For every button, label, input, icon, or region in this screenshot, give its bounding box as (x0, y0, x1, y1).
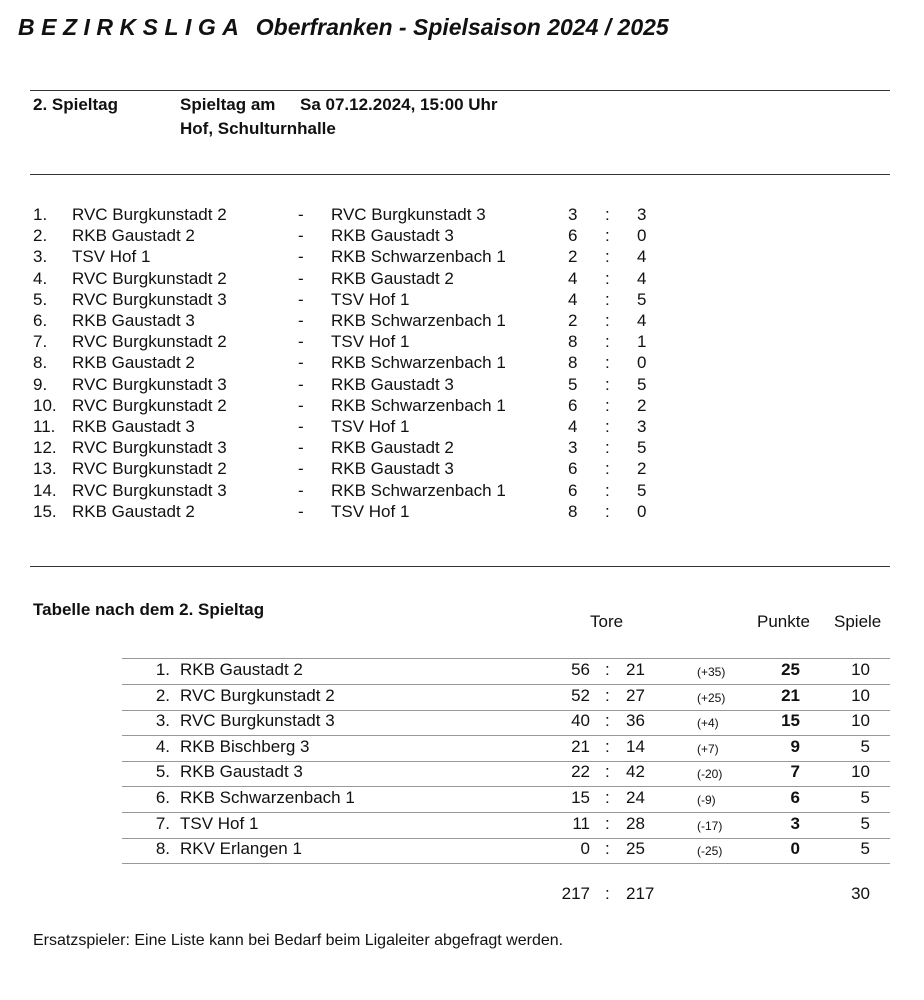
match-row (0, 502, 924, 523)
standings-team: RVC Burgkunstadt 2 (180, 685, 335, 705)
away-team: TSV Hof 1 (331, 289, 410, 309)
score-separator: : (605, 247, 610, 267)
standings-team: RKB Gaustadt 3 (180, 762, 303, 782)
match-row (0, 417, 924, 438)
home-score: 4 (568, 268, 578, 288)
home-score: 6 (568, 459, 578, 479)
points: 6 (790, 788, 800, 807)
score-separator: : (605, 417, 610, 436)
goals-separator: : (605, 762, 610, 782)
match-number: 1. (33, 205, 48, 224)
goals-for: 15 (571, 788, 590, 807)
goals-against: 36 (626, 711, 645, 731)
away-score: 3 (637, 417, 647, 436)
home-score: 6 (568, 395, 578, 415)
season-title: Oberfranken - Spielsaison 2024 / 2025 (255, 14, 669, 40)
away-score: 0 (637, 226, 647, 246)
match-dash: - (298, 395, 304, 415)
match-number: 13. (33, 459, 57, 479)
total-goals-against: 217 (626, 884, 655, 903)
match-number: 14. (33, 480, 57, 500)
total-goals-for: 217 (561, 884, 590, 903)
matchday-date: Sa 07.12.2024, 15:00 Uhr (300, 95, 498, 114)
away-team: RKB Schwarzenbach 1 (331, 247, 506, 267)
match-row (0, 311, 924, 332)
score-separator: : (605, 205, 610, 224)
standings-row (122, 762, 890, 787)
points: 0 (790, 839, 800, 859)
match-number: 3. (33, 247, 48, 267)
matchday-label: 2. Spieltag (33, 95, 119, 114)
score-separator: : (605, 311, 610, 330)
match-row (0, 269, 924, 290)
home-team: RKB Gaustadt 2 (72, 501, 195, 521)
away-score: 0 (637, 501, 647, 521)
standings-team: RKB Bischberg 3 (180, 736, 310, 756)
home-score: 8 (568, 501, 578, 521)
match-row (0, 481, 924, 502)
date-label: Spieltag am (180, 95, 276, 114)
standings-rank: 3. (155, 711, 170, 731)
divider-top (30, 90, 890, 91)
standings-rank: 8. (155, 839, 170, 859)
goals-for: 52 (571, 685, 590, 705)
home-team: TSV Hof 1 (72, 247, 151, 267)
divider-matches-bottom (30, 566, 890, 567)
standings-team: RVC Burgkunstadt 3 (180, 711, 335, 731)
match-row (0, 226, 924, 247)
away-team: RKB Schwarzenbach 1 (331, 353, 506, 373)
standings-rank: 4. (155, 736, 170, 756)
match-row (0, 205, 924, 226)
match-number: 5. (33, 289, 48, 309)
home-team: RVC Burgkunstadt 2 (72, 459, 227, 479)
divider-matches-top (30, 174, 890, 175)
match-number: 10. (33, 395, 57, 415)
away-score: 4 (637, 247, 647, 267)
home-score: 3 (568, 438, 578, 458)
standings-row (122, 660, 890, 685)
standings-rank: 6. (155, 788, 170, 807)
goal-difference: (+35) (697, 665, 726, 679)
goals-against: 14 (626, 736, 645, 756)
standings-row (122, 711, 890, 736)
games-played: 5 (860, 736, 870, 756)
games-played: 10 (851, 660, 870, 679)
home-score: 8 (568, 332, 578, 352)
home-team: RKB Gaustadt 3 (72, 417, 195, 436)
goals-for: 22 (571, 762, 590, 782)
goal-difference: (-25) (697, 844, 723, 859)
match-dash: - (298, 459, 304, 479)
match-dash: - (298, 226, 304, 246)
col-header-spiele: Spiele (834, 612, 882, 631)
away-team: RKB Schwarzenbach 1 (331, 311, 506, 330)
standings-rank: 1. (155, 660, 170, 679)
goals-for: 21 (571, 736, 590, 756)
match-dash: - (298, 374, 304, 394)
goals-against: 24 (626, 788, 645, 807)
away-team: RKB Gaustadt 2 (331, 268, 454, 288)
goals-against: 27 (626, 685, 645, 705)
away-score: 1 (637, 332, 647, 352)
away-team: RKB Schwarzenbach 1 (331, 480, 506, 500)
away-score: 3 (637, 205, 647, 224)
match-row (0, 290, 924, 311)
goals-against: 42 (626, 762, 645, 782)
points: 9 (790, 736, 800, 756)
match-dash: - (298, 268, 304, 288)
away-score: 2 (637, 459, 647, 479)
away-score: 5 (637, 289, 647, 309)
league-name: BEZIRKSLIGA (18, 14, 246, 40)
match-dash: - (298, 247, 304, 267)
standings-heading: Tabelle nach dem 2. Spieltag (33, 600, 265, 619)
standings-rank: 5. (155, 762, 170, 782)
goal-difference: (-17) (697, 818, 723, 833)
match-number: 12. (33, 438, 57, 458)
home-team: RVC Burgkunstadt 2 (72, 268, 227, 288)
match-dash: - (298, 332, 304, 352)
col-header-punkte: Punkte (757, 612, 810, 631)
goals-separator: : (605, 813, 610, 833)
away-team: RKB Gaustadt 3 (331, 226, 454, 246)
away-team: TSV Hof 1 (331, 332, 410, 352)
games-played: 5 (860, 813, 870, 833)
match-number: 7. (33, 332, 48, 352)
home-score: 4 (568, 289, 578, 309)
match-number: 8. (33, 353, 48, 373)
standings-row (122, 788, 890, 813)
home-team: RVC Burgkunstadt 3 (72, 289, 227, 309)
home-team: RVC Burgkunstadt 2 (72, 395, 227, 415)
games-played: 10 (851, 762, 870, 782)
goals-against: 21 (626, 660, 645, 679)
goals-separator: : (605, 736, 610, 756)
home-score: 2 (568, 311, 578, 330)
match-row (0, 459, 924, 480)
matchday-venue: Hof, Schulturnhalle (180, 119, 336, 138)
home-score: 4 (568, 417, 578, 436)
match-dash: - (298, 438, 304, 458)
col-header-tore: Tore (590, 612, 624, 631)
goal-difference: (+25) (697, 690, 726, 705)
points: 3 (790, 813, 800, 833)
away-score: 5 (637, 438, 647, 458)
match-dash: - (298, 501, 304, 521)
home-score: 5 (568, 374, 578, 394)
home-team: RKB Gaustadt 2 (72, 353, 195, 373)
away-score: 5 (637, 374, 647, 394)
match-dash: - (298, 311, 304, 330)
home-score: 3 (568, 205, 578, 224)
away-team: RKB Gaustadt 3 (331, 374, 454, 394)
standings-rank: 7. (155, 813, 170, 833)
score-separator: : (605, 226, 610, 246)
match-row (0, 332, 924, 353)
games-played: 10 (851, 711, 870, 731)
score-separator: : (605, 289, 610, 309)
away-team: RVC Burgkunstadt 3 (331, 205, 486, 224)
score-separator: : (605, 501, 610, 521)
match-dash: - (298, 480, 304, 500)
goals-separator: : (605, 660, 610, 679)
score-separator: : (605, 395, 610, 415)
score-separator: : (605, 438, 610, 458)
match-number: 2. (33, 226, 48, 246)
away-team: TSV Hof 1 (331, 417, 410, 436)
standings-team: TSV Hof 1 (180, 813, 259, 833)
score-separator: : (605, 268, 610, 288)
goals-for: 56 (571, 660, 590, 679)
footnote: Ersatzspieler: Eine Liste kann bei Bedarf beim Ligaleiter abgefragt werden. (33, 932, 564, 949)
home-team: RVC Burgkunstadt 3 (72, 438, 227, 458)
goal-difference: (+4) (697, 716, 719, 731)
match-number: 6. (33, 311, 48, 330)
goal-difference: (-9) (697, 793, 716, 807)
goals-for: 40 (571, 711, 590, 731)
goals-for: 0 (580, 839, 590, 859)
away-score: 0 (637, 353, 647, 373)
home-score: 6 (568, 480, 578, 500)
standings-team: RKV Erlangen 1 (180, 839, 302, 859)
goals-separator: : (605, 788, 610, 807)
goals-for: 11 (572, 813, 590, 833)
match-row (0, 396, 924, 417)
home-team: RVC Burgkunstadt 3 (72, 480, 227, 500)
away-score: 4 (637, 268, 647, 288)
match-dash: - (298, 353, 304, 373)
match-dash: - (298, 205, 304, 224)
points: 21 (781, 685, 800, 705)
games-played: 10 (851, 685, 870, 705)
score-separator: : (605, 332, 610, 352)
match-row (0, 375, 924, 396)
home-score: 8 (568, 353, 578, 373)
match-number: 11. (33, 417, 56, 436)
home-score: 6 (568, 226, 578, 246)
match-number: 15. (33, 501, 57, 521)
total-games: 30 (851, 884, 870, 903)
score-separator: : (605, 353, 610, 373)
match-number: 9. (33, 374, 48, 394)
match-number: 4. (33, 268, 48, 288)
goals-against: 25 (626, 839, 645, 859)
away-team: RKB Gaustadt 2 (331, 438, 454, 458)
away-score: 5 (637, 480, 647, 500)
standings-rank: 2. (155, 685, 170, 705)
match-row (0, 247, 924, 268)
totals-row (0, 884, 924, 905)
goals-separator: : (605, 839, 610, 859)
match-dash: - (298, 417, 304, 436)
standings-team: RKB Schwarzenbach 1 (180, 788, 355, 807)
standings-top-line (122, 658, 890, 659)
score-separator: : (605, 480, 610, 500)
goals-separator: : (605, 711, 610, 731)
goals-against: 28 (626, 813, 645, 833)
away-score: 4 (637, 311, 647, 330)
total-separator: : (605, 884, 610, 903)
home-team: RKB Gaustadt 2 (72, 226, 195, 246)
away-team: TSV Hof 1 (331, 501, 410, 521)
home-team: RKB Gaustadt 3 (72, 311, 195, 330)
goals-separator: : (605, 685, 610, 705)
standings-row (122, 814, 890, 839)
away-score: 2 (637, 395, 647, 415)
standings-team: RKB Gaustadt 2 (180, 660, 303, 679)
score-separator: : (605, 374, 610, 394)
home-score: 2 (568, 247, 578, 267)
goal-difference: (-20) (697, 767, 723, 782)
away-team: RKB Schwarzenbach 1 (331, 395, 506, 415)
standings-row (122, 737, 890, 762)
home-team: RVC Burgkunstadt 2 (72, 205, 227, 224)
games-played: 5 (860, 839, 870, 859)
points: 15 (781, 711, 800, 731)
home-team: RVC Burgkunstadt 3 (72, 374, 227, 394)
points: 25 (781, 660, 800, 679)
standings-row (122, 839, 890, 864)
match-dash: - (298, 289, 304, 309)
games-played: 5 (860, 788, 870, 807)
points: 7 (790, 762, 800, 782)
standings-row (122, 686, 890, 711)
home-team: RVC Burgkunstadt 2 (72, 332, 227, 352)
goal-difference: (+7) (697, 741, 719, 756)
match-row (0, 438, 924, 459)
score-separator: : (605, 459, 610, 479)
page-title (18, 14, 669, 41)
away-team: RKB Gaustadt 3 (331, 459, 454, 479)
match-row (0, 353, 924, 374)
